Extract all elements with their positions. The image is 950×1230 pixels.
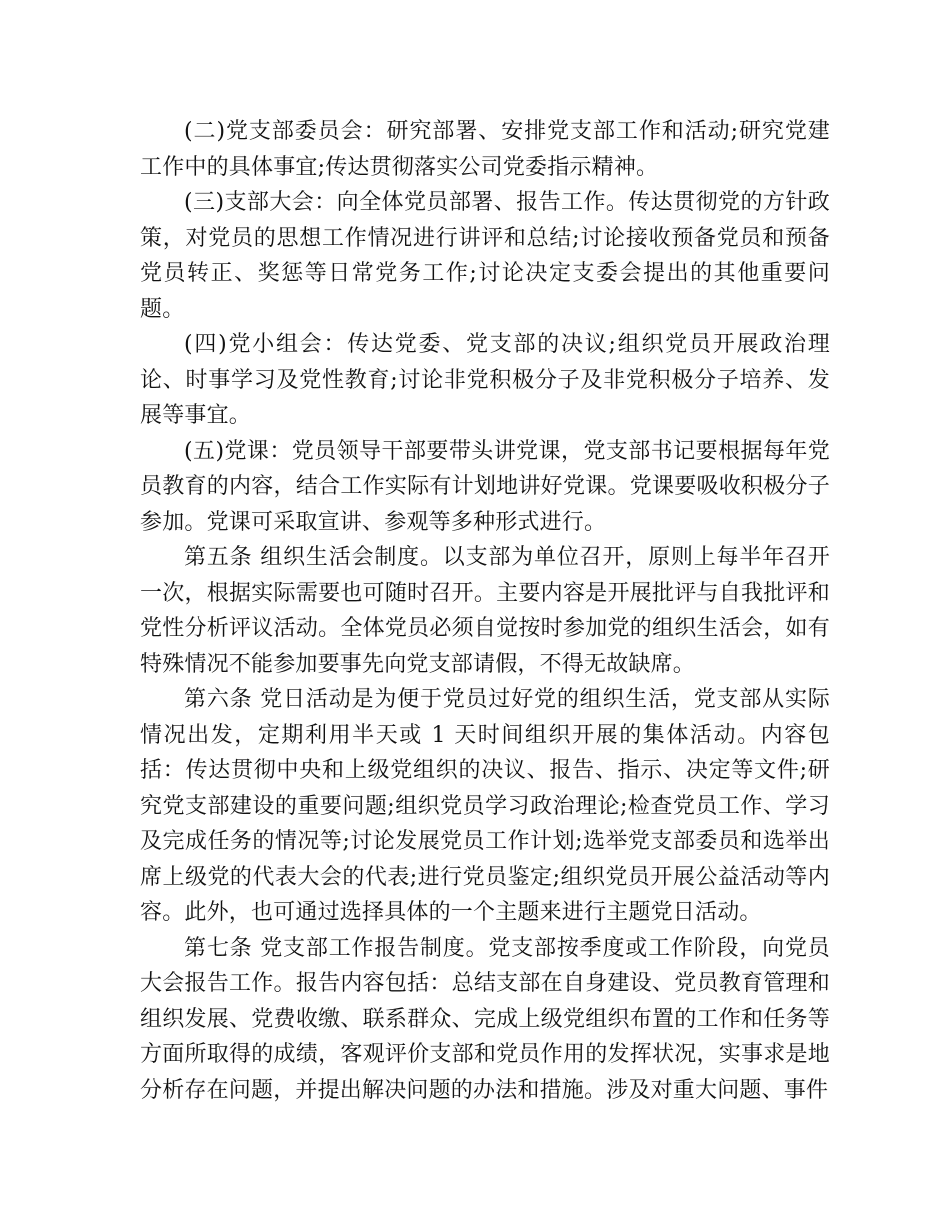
paragraph-party-lecture: (五)党课：党员领导干部要带头讲党课，党支部书记要根据每年党员教育的内容，结合工作实际有计划地讲好党课。党课要吸收积极分子参加。党课可采取宣讲、参观等多种形式进行。	[140, 438, 830, 535]
paragraph-party-group-meeting: (四)党小组会：传达党委、党支部的决议;组织党员开展政治理论、时事学习及党性教育;讨论非党积极分子及非党积极分子培养、发展等事宜。	[140, 332, 830, 428]
paragraph-article-five: 第五条 组织生活会制度。以支部为单位召开，原则上每半年召开一次，根据实际需要也可随时召开。主要内容是开展批评与自我批评和党性分析评议活动。全体党员必须自觉按时参加党的组织生活会，如有特殊情况不能参加要事先向党支部请假，不得无故缺席。	[140, 545, 830, 677]
paragraph-article-six: 第六条 党日活动是为便于党员过好党的组织生活，党支部从实际情况出发，定期利用半天或 1 天时间组织开展的集体活动。内容包括：传达贯彻中央和上级党组织的决议、报告、指示、决定等文件;研究党支部建设的重要问题;组织党员学习政治理论;检查党员工作、学习及完成任务的情况等;讨论发展党员工作计划;选举党支部委员和选举出席上级党的代表大会的代表;进行党员鉴定;组织党员开展公益活动等内容。此外，也可通过选择具体的一个主题来进行主题党日活动。	[140, 687, 830, 925]
paragraph-branch-general-meeting: (三)支部大会：向全体党员部署、报告工作。传达贯彻党的方针政策，对党员的思想工作情况进行讲评和总结;讨论接收预备党员和预备党员转正、奖惩等日常党务工作;讨论决定支委会提出的其他重要问题。	[140, 190, 830, 322]
paragraph-party-branch-committee: (二)党支部委员会：研究部署、安排党支部工作和活动;研究党建工作中的具体事宜;传达贯彻落实公司党委指示精神。	[140, 119, 830, 180]
paragraph-article-seven: 第七条 党支部工作报告制度。党支部按季度或工作阶段，向党员大会报告工作。报告内容包括：总结支部在自身建设、党员教育管理和组织发展、党费收缴、联系群众、完成上级党组织布置的工作和任务等方面所取得的成绩，客观评价支部和党员作用的发挥状况，实事求是地分析存在问题，并提出解决问题的办法和措施。涉及对重大问题、事件	[140, 935, 830, 1103]
document-body	[140, 114, 830, 1108]
